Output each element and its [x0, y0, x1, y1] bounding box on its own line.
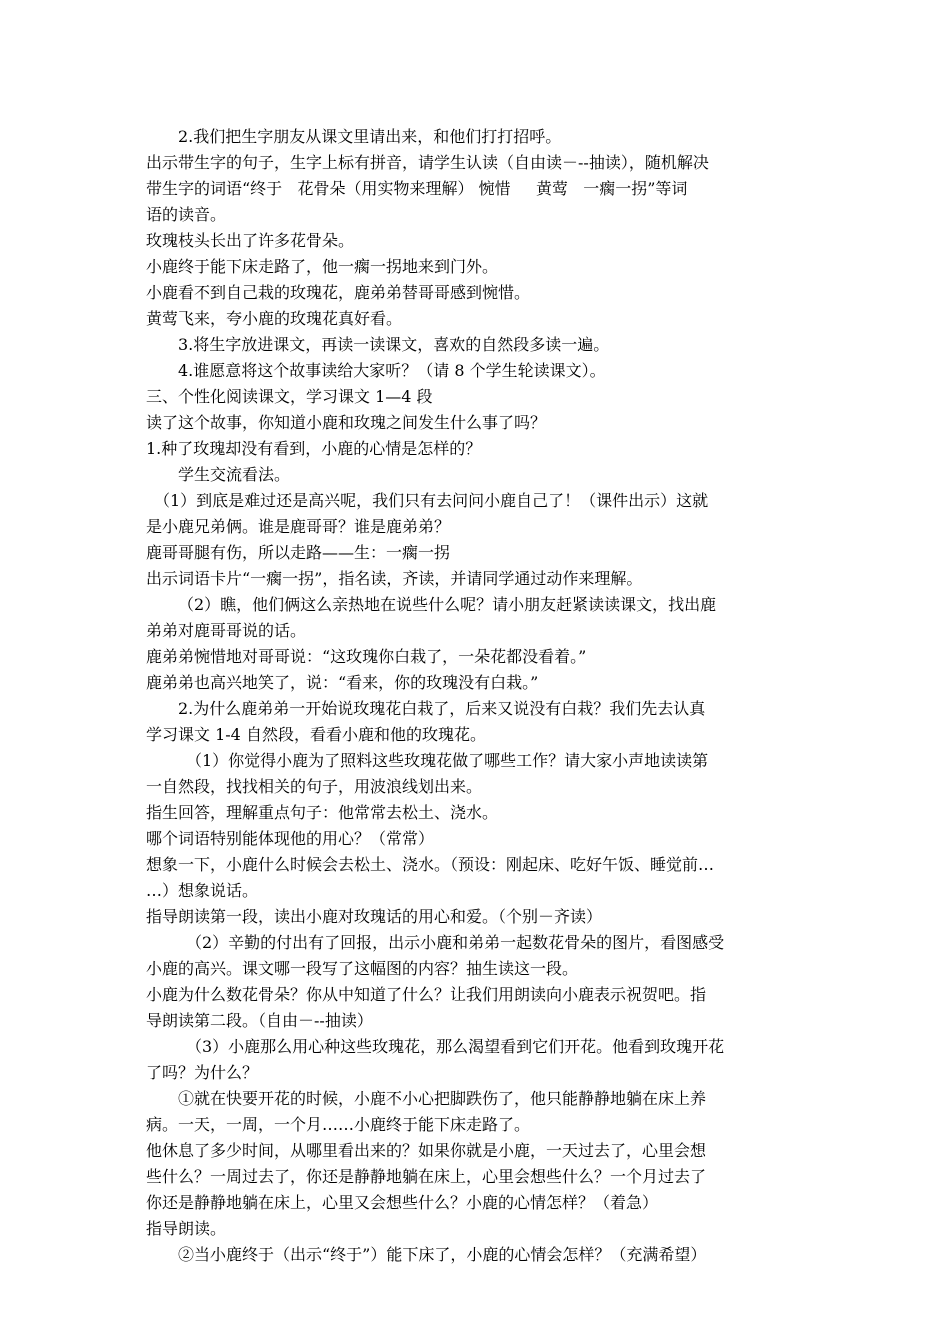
text-line: 小鹿看不到自己栽的玫瑰花，鹿弟弟替哥哥感到惋惜。: [146, 283, 531, 302]
text-line: 出示带生字的句子，生字上标有拼音，请学生认读（自由读－--抽读），随机解决: [146, 153, 709, 172]
text-line: 带生字的词语“终于 花骨朵（用实物来理解） 惋惜 黄莺 一瘸一拐”等词: [146, 179, 688, 198]
text-line: 了吗？为什么？: [146, 1063, 259, 1082]
text-line: 4.谁愿意将这个故事读给大家听？（请 8 个学生轮读课文）。: [178, 361, 606, 380]
text-line: 玫瑰枝头长出了许多花骨朵。: [146, 231, 355, 250]
text-line: 学生交流看法。: [178, 465, 291, 484]
text-line: （2）辛勤的付出有了回报，出示小鹿和弟弟一起数花骨朵的图片，看图感受: [186, 933, 725, 952]
text-line: （1）到底是难过还是高兴呢，我们只有去问问小鹿自己了！（课件出示）这就: [154, 491, 709, 510]
text-line: 你还是静静地躺在床上，心里又会想些什么？小鹿的心情怎样？（着急）: [146, 1193, 659, 1212]
text-line: 病。一天，一周，一个月……小鹿终于能下床走路了。: [146, 1115, 531, 1134]
text-line: 3.将生字放进课文，再读一读课文，喜欢的自然段多读一遍。: [178, 335, 610, 354]
text-line: 导朗读第二段。（自由－--抽读）: [146, 1011, 373, 1030]
text-line: （3）小鹿那么用心种这些玫瑰花，那么渴望看到它们开花。他看到玫瑰开花: [186, 1037, 725, 1056]
text-line: 小鹿终于能下床走路了，他一瘸一拐地来到门外。: [146, 257, 499, 276]
text-line: ①就在快要开花的时候，小鹿不小心把脚跌伤了，他只能静静地躺在床上养: [178, 1089, 707, 1108]
text-line: 指生回答，理解重点句子：他常常去松土、浇水。: [146, 803, 499, 822]
text-line: 三、个性化阅读课文，学习课文 1—4 段: [146, 387, 433, 406]
text-line: 语的读音。: [146, 205, 227, 224]
document-body: [146, 124, 806, 1268]
text-line: 读了这个故事，你知道小鹿和玫瑰之间发生什么事了吗？: [146, 413, 547, 432]
text-line: 2.我们把生字朋友从课文里请出来，和他们打打招呼。: [178, 127, 562, 146]
text-line: 是小鹿兄弟俩。谁是鹿哥哥？谁是鹿弟弟？: [146, 517, 451, 536]
text-line: 些什么？一周过去了，你还是静静地躺在床上，心里会想些什么？一个月过去了: [146, 1167, 707, 1186]
text-line: 2.为什么鹿弟弟一开始说玫瑰花白栽了，后来又说没有白栽？我们先去认真: [178, 699, 706, 718]
text-line: ②当小鹿终于（出示“终于”）能下床了，小鹿的心情会怎样？（充满希望）: [178, 1245, 707, 1264]
text-line: （1）你觉得小鹿为了照料这些玫瑰花做了哪些工作？请大家小声地读读第: [186, 751, 709, 770]
text-line: 一自然段，找找相关的句子，用波浪线划出来。: [146, 777, 483, 796]
text-line: （2）瞧，他们俩这么亲热地在说些什么呢？请小朋友赶紧读读课文，找出鹿: [178, 595, 717, 614]
text-line: 鹿弟弟也高兴地笑了，说：“看来，你的玫瑰没有白栽。”: [146, 673, 539, 692]
text-line: 小鹿的高兴。课文哪一段写了这幅图的内容？抽生读这一段。: [146, 959, 579, 978]
text-line: 哪个词语特别能体现他的用心？（常常）: [146, 829, 435, 848]
text-line: 他休息了多少时间，从哪里看出来的？如果你就是小鹿，一天过去了，心里会想: [146, 1141, 707, 1160]
text-line: 1.种了玫瑰却没有看到，小鹿的心情是怎样的？: [146, 439, 482, 458]
text-line: 指导朗读第一段，读出小鹿对玫瑰话的用心和爱。（个别－齐读）: [146, 907, 603, 926]
text-line: 学习课文 1-4 自然段，看看小鹿和他的玫瑰花。: [146, 725, 486, 744]
text-line: 鹿哥哥腿有伤，所以走路——生：一瘸一拐: [146, 543, 451, 562]
text-line: 小鹿为什么数花骨朵？你从中知道了什么？让我们用朗读向小鹿表示祝贺吧。指: [146, 985, 707, 1004]
text-line: 指导朗读。: [146, 1219, 227, 1238]
text-line: …）想象说话。: [146, 881, 259, 900]
text-line: 出示词语卡片“一瘸一拐”，指名读，齐读，并请同学通过动作来理解。: [146, 569, 643, 588]
text-line: 鹿弟弟惋惜地对哥哥说：“这玫瑰你白栽了，一朵花都没看着。”: [146, 647, 587, 666]
text-line: 想象一下，小鹿什么时候会去松土、浇水。（预设：刚起床、吃好午饭、睡觉前…: [146, 855, 715, 874]
text-line: 弟弟对鹿哥哥说的话。: [146, 621, 307, 640]
text-line: 黄莺飞来，夸小鹿的玫瑰花真好看。: [146, 309, 403, 328]
